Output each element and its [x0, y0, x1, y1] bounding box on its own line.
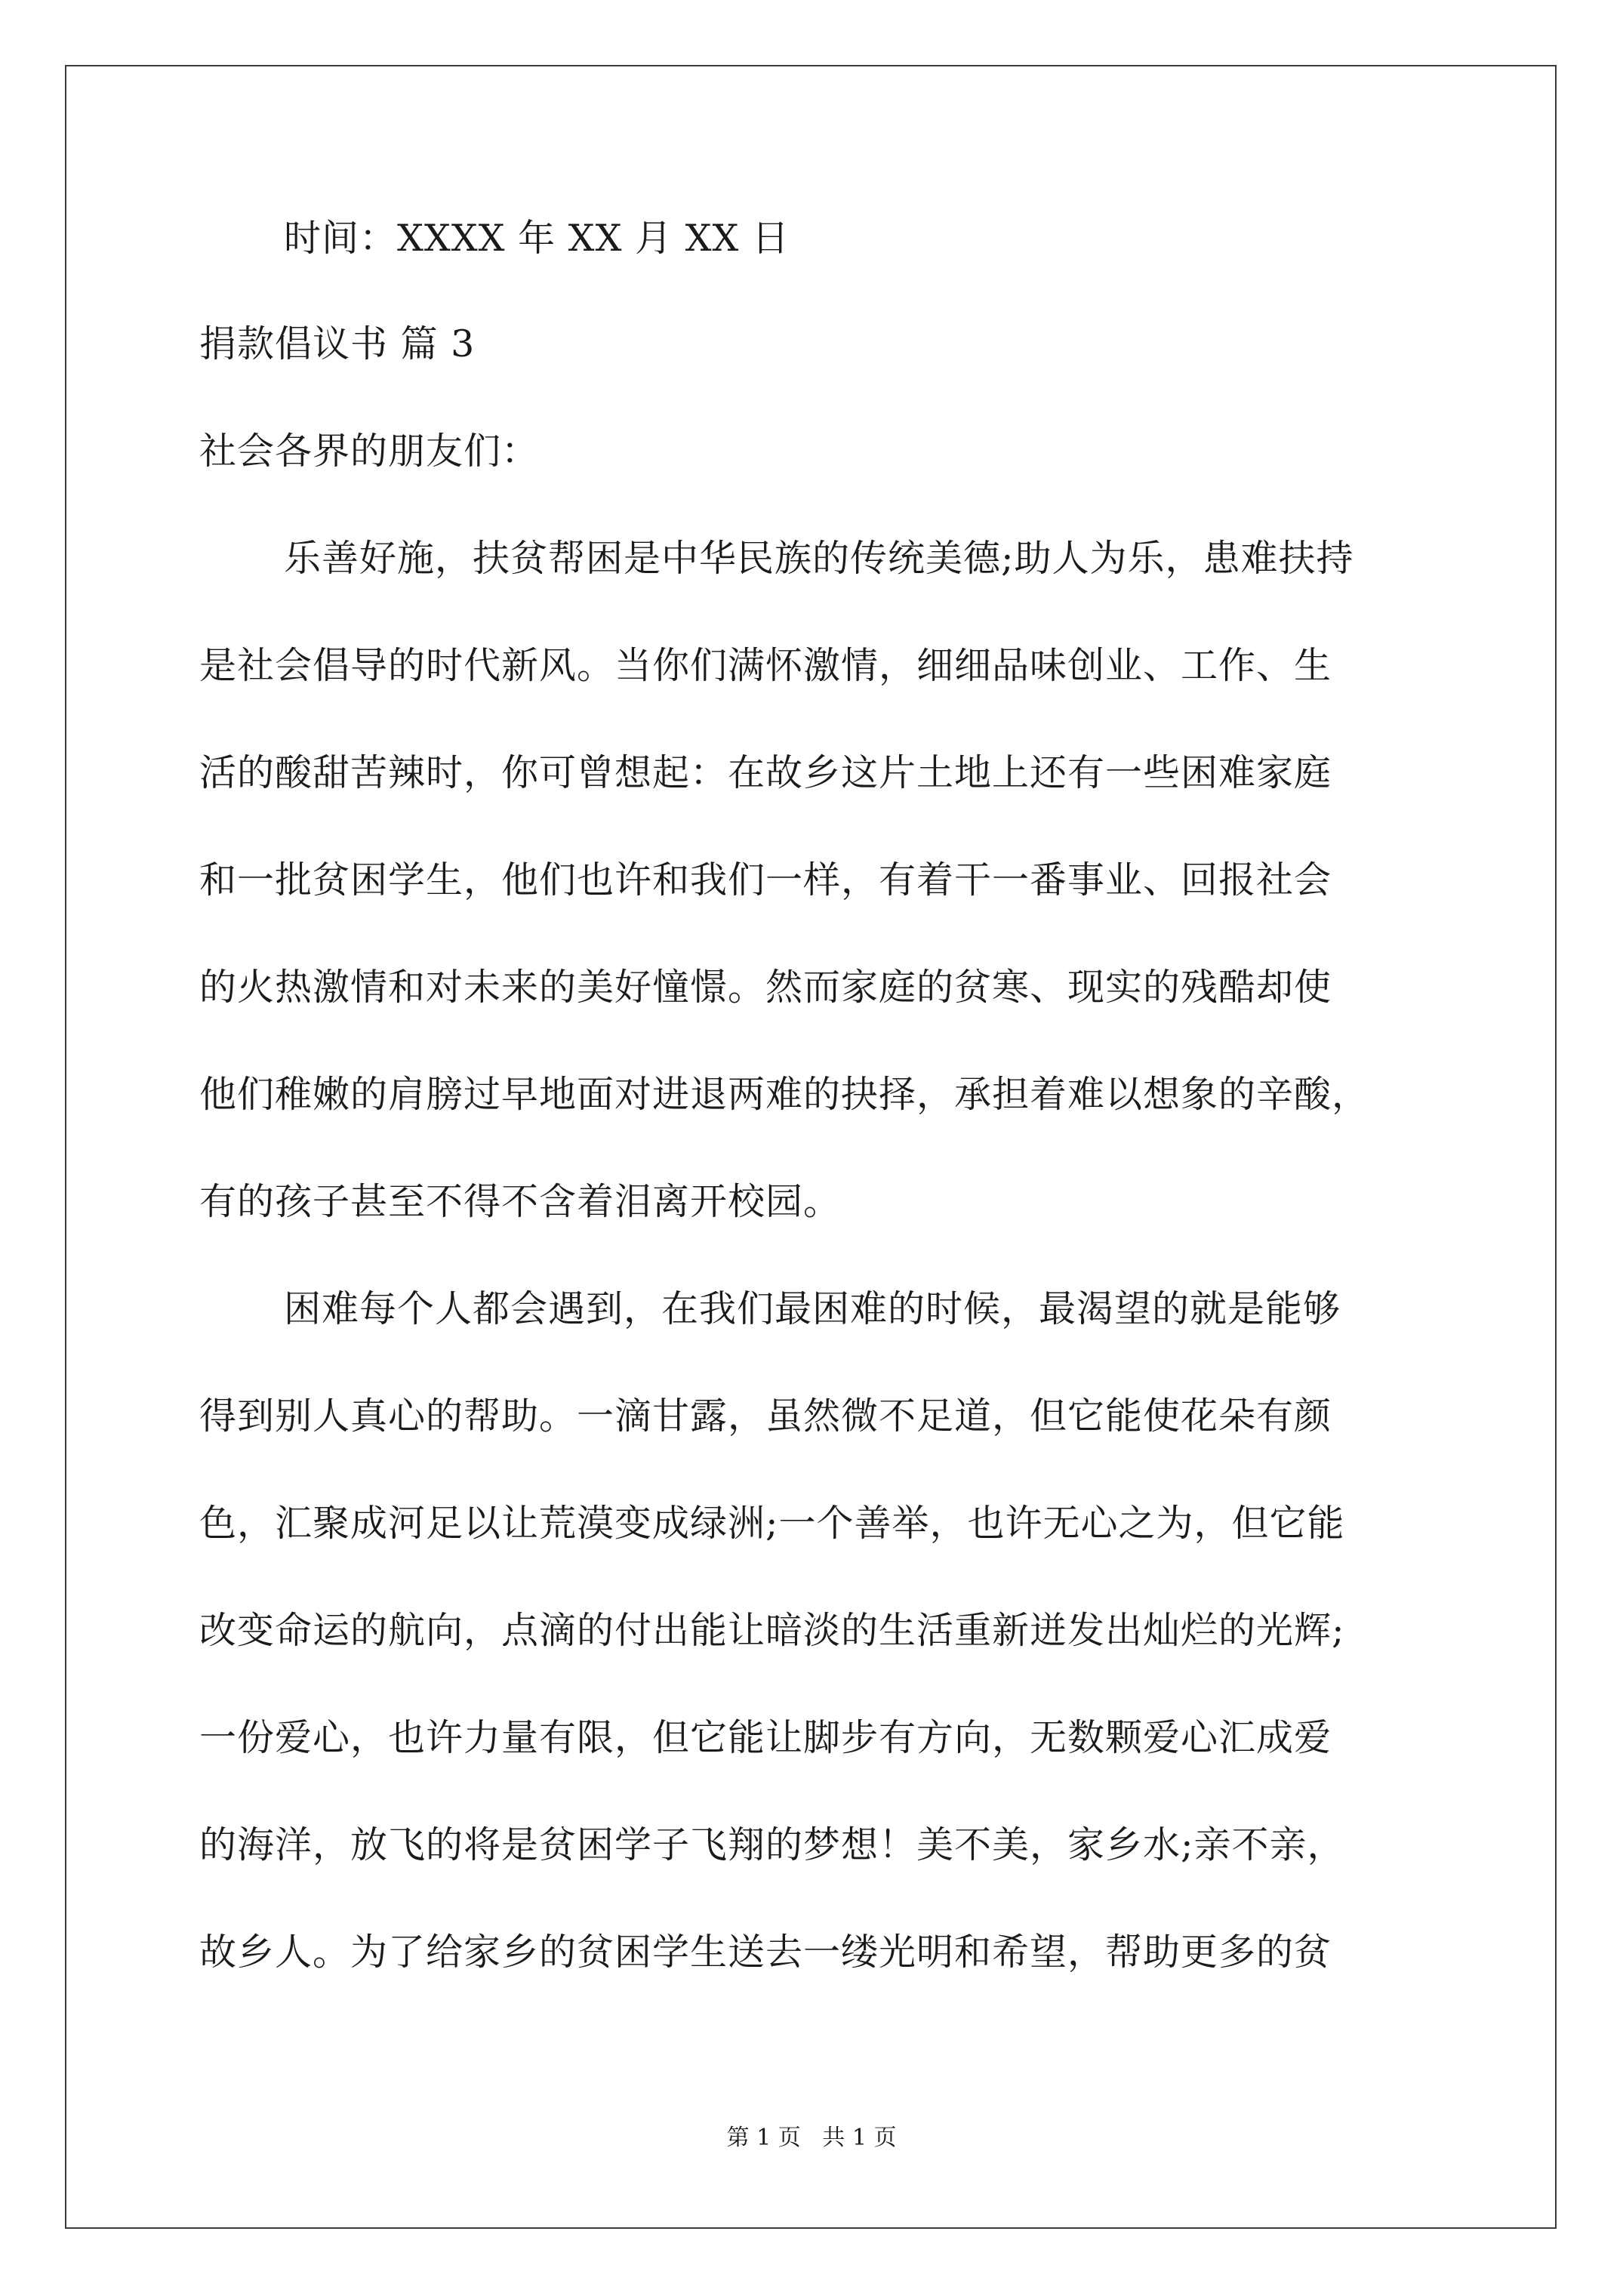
- paragraph-2-line: 困难每个人都会遇到，在我们最困难的时候，最渴望的就是能够: [284, 1287, 1341, 1330]
- paragraph-1-line: 乐善好施，扶贫帮困是中华民族的传统美德;助人为乐，患难扶持: [284, 537, 1354, 580]
- paragraph-2-line: 改变命运的航向，点滴的付出能让暗淡的生活重新迸发出灿烂的光辉;: [199, 1609, 1345, 1652]
- paragraph-2-line: 一份爱心，也许力量有限，但它能让脚步有方向，无数颗爱心汇成爱: [199, 1716, 1332, 1759]
- paragraph-1-line: 他们稚嫩的肩膀过早地面对进退两难的抉择，承担着难以想象的辛酸，: [199, 1073, 1370, 1116]
- paragraph-2-line: 得到别人真心的帮助。一滴甘露，虽然微不足道，但它能使花朵有颜: [199, 1395, 1332, 1438]
- page-border: [65, 65, 1557, 2229]
- paragraph-2-line: 的海洋，放飞的将是贫困学子飞翔的梦想！美不美，家乡水;亲不亲，: [199, 1823, 1345, 1866]
- date-line: 时间：XXXX 年 XX 月 XX 日: [284, 217, 790, 260]
- paragraph-2-line: 故乡人。为了给家乡的贫困学生送去一缕光明和希望，帮助更多的贫: [199, 1931, 1332, 1974]
- paragraph-1-line: 是社会倡导的时代新风。当你们满怀激情，细细品味创业、工作、生: [199, 644, 1332, 687]
- paragraph-1-line: 的火热激情和对未来的美好憧憬。然而家庭的贫寒、现实的残酷却使: [199, 966, 1332, 1009]
- paragraph-1-line: 有的孩子甚至不得不含着泪离开校园。: [199, 1180, 842, 1223]
- section-title: 捐款倡议书 篇 3: [199, 322, 476, 365]
- salutation: 社会各界的朋友们：: [199, 430, 540, 473]
- paragraph-2-line: 色，汇聚成河足以让荒漠变成绿洲;一个善举，也许无心之为，但它能: [199, 1502, 1345, 1545]
- page-number-footer: 第 1 页 共 1 页: [726, 2125, 897, 2151]
- paragraph-1-line: 和一批贫困学生，他们也许和我们一样，有着干一番事业、回报社会: [199, 858, 1332, 901]
- paragraph-1-line: 活的酸甜苦辣时，你可曾想起：在故乡这片土地上还有一些困难家庭: [199, 751, 1332, 794]
